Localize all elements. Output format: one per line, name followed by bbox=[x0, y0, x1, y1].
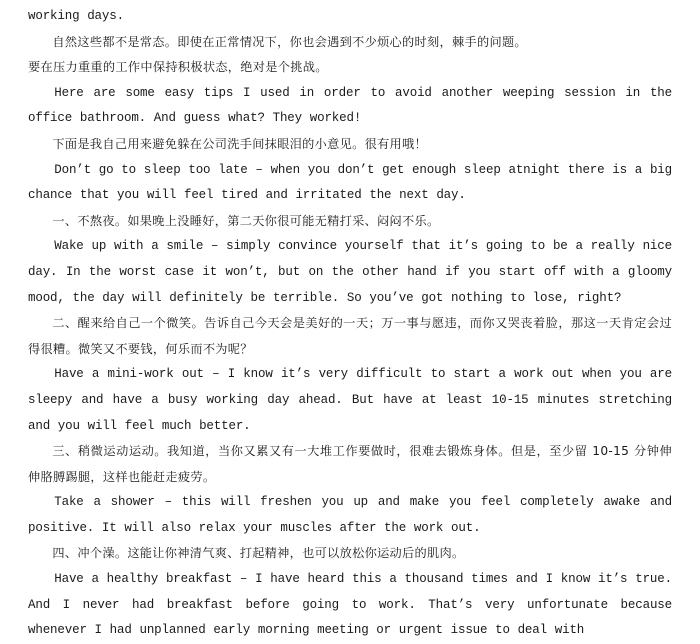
paragraph: 下面是我自己用来避免躲在公司洗手间抹眼泪的小意见。很有用哦！ bbox=[52, 136, 428, 151]
paragraph: Don’t go to sleep too late – when you don’t get enough sleep atnight there is a big chance that you will feel tired and irritated the next day. bbox=[28, 162, 672, 203]
paragraph: 自然这些都不是常态。即使在正常情况下，你也会遇到不少烦心的时刻，棘手的问题。 bbox=[52, 34, 527, 49]
paragraph: 一、不熬夜。如果晚上没睡好，第二天你很可能无精打采、闷闷不乐。 bbox=[52, 213, 440, 228]
paragraph: 要在压力重重的工作中保持积极状态，绝对是个挑战。 bbox=[28, 60, 328, 75]
paragraph: working days. bbox=[28, 9, 124, 23]
paragraph: 二、醒来给自己一个微笑。告诉自己今天会是美好的一天；万一事与愿违，而你又哭丧着脸，那这一天肯定会过得很糟。微笑又不要钱，何乐而不为呢？ bbox=[28, 316, 672, 356]
paragraph: Wake up with a smile – simply convince yourself that it’s going to be a really nice day. In the worst case it won’t, but on the other hand if you start off with a gloomy mood, the day will definitely be terrible. So you’ve got nothing to lose, right? bbox=[28, 239, 672, 305]
paragraph: Have a healthy breakfast – I have heard this a thousand times and I know it’s true. And I never had breakfast before going to work. That’s very unfortunate because whenever I had unplanned early morning meeting or urgent issue to deal with bbox=[28, 572, 672, 638]
paragraph: Here are some easy tips I used in order to avoid another weeping session in the office bathroom. And guess what? They worked! bbox=[28, 85, 672, 126]
paragraph: 四、冲个澡。这能让你神清气爽、打起精神，也可以放松你运动后的肌肉。 bbox=[52, 546, 465, 561]
paragraph: Have a mini-work out – I know it’s very difficult to start a work out when you are sleepy and have a busy working day ahead. But have at least 10-15 minutes stretching and you will feel much better. bbox=[28, 367, 672, 433]
paragraph: Take a shower – this will freshen you up and make you feel completely awake and positive. It will also relax your muscles after the work out. bbox=[28, 495, 672, 535]
paragraph: 三、稍微运动运动。我知道，当你又累又有一大堆工作要做时，很难去锻炼身体。但是，至少留 10-15 分钟伸伸胳膊踢腿，这样也能赶走疲劳。 bbox=[28, 444, 672, 484]
